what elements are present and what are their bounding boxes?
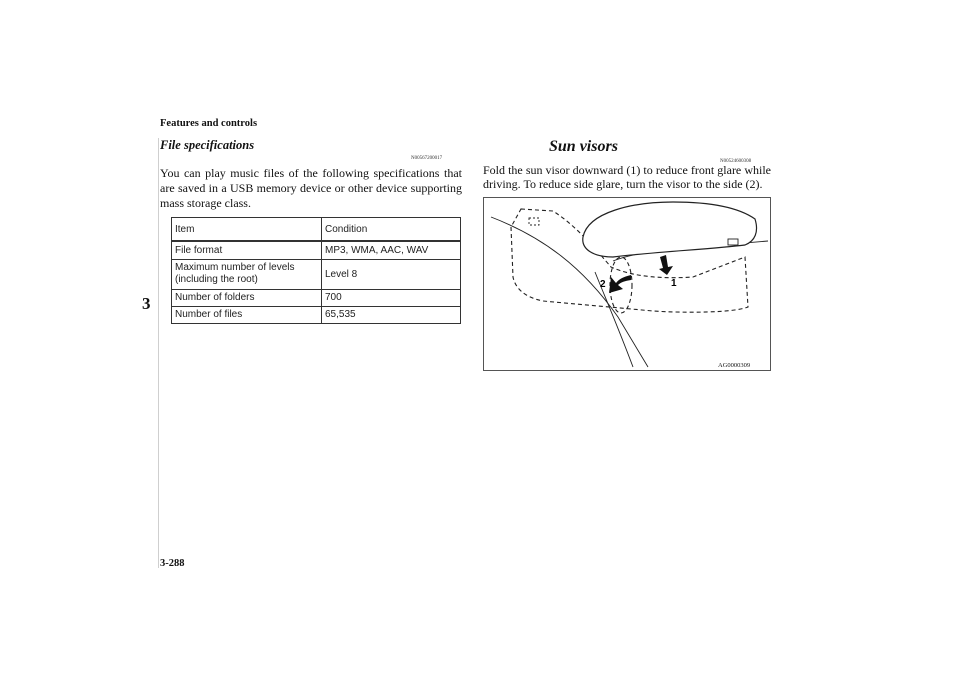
table-cell: File format (172, 241, 322, 259)
section-title: Features and controls (160, 118, 258, 129)
sun-visor-illustration (483, 197, 771, 371)
margin-rule (158, 138, 159, 568)
table-cell: 65,535 (322, 306, 461, 323)
table-header-condition: Condition (322, 218, 461, 242)
table-row (172, 289, 461, 306)
table-row (172, 241, 461, 259)
sun-visors-heading: Sun visors (549, 138, 618, 155)
file-specifications-paragraph: You can play music files of the following specifications that are saved in a USB memory device or other device supporting mass storage class. (160, 166, 462, 210)
table-cell: 700 (322, 289, 461, 306)
table-cell: Level 8 (322, 259, 461, 289)
file-specifications-heading: File specifications (160, 138, 255, 152)
table-row (172, 259, 461, 289)
table-header-row (172, 218, 461, 242)
table-row (172, 306, 461, 323)
file-spec-table (171, 217, 461, 324)
figure-label-1: 1 (671, 278, 677, 289)
table-cell: Number of files (172, 306, 322, 323)
table-header-item: Item (172, 218, 322, 242)
table-cell: MP3, WMA, AAC, WAV (322, 241, 461, 259)
sun-visors-code: N00524600308 (720, 159, 752, 164)
page-number: 3-288 (160, 558, 185, 569)
figure-code: AG0000309 (718, 362, 751, 369)
table-cell: Maximum number of levels (including the root) (172, 259, 322, 289)
table-cell: Number of folders (172, 289, 322, 306)
figure-label-2: 2 (600, 279, 606, 290)
chapter-number: 3 (142, 294, 151, 313)
file-specifications-code: N00567200017 (411, 156, 443, 161)
sun-visors-paragraph: Fold the sun visor downward (1) to reduce front glare while driving. To reduce side glare, turn the visor to the side (2). (483, 163, 771, 191)
